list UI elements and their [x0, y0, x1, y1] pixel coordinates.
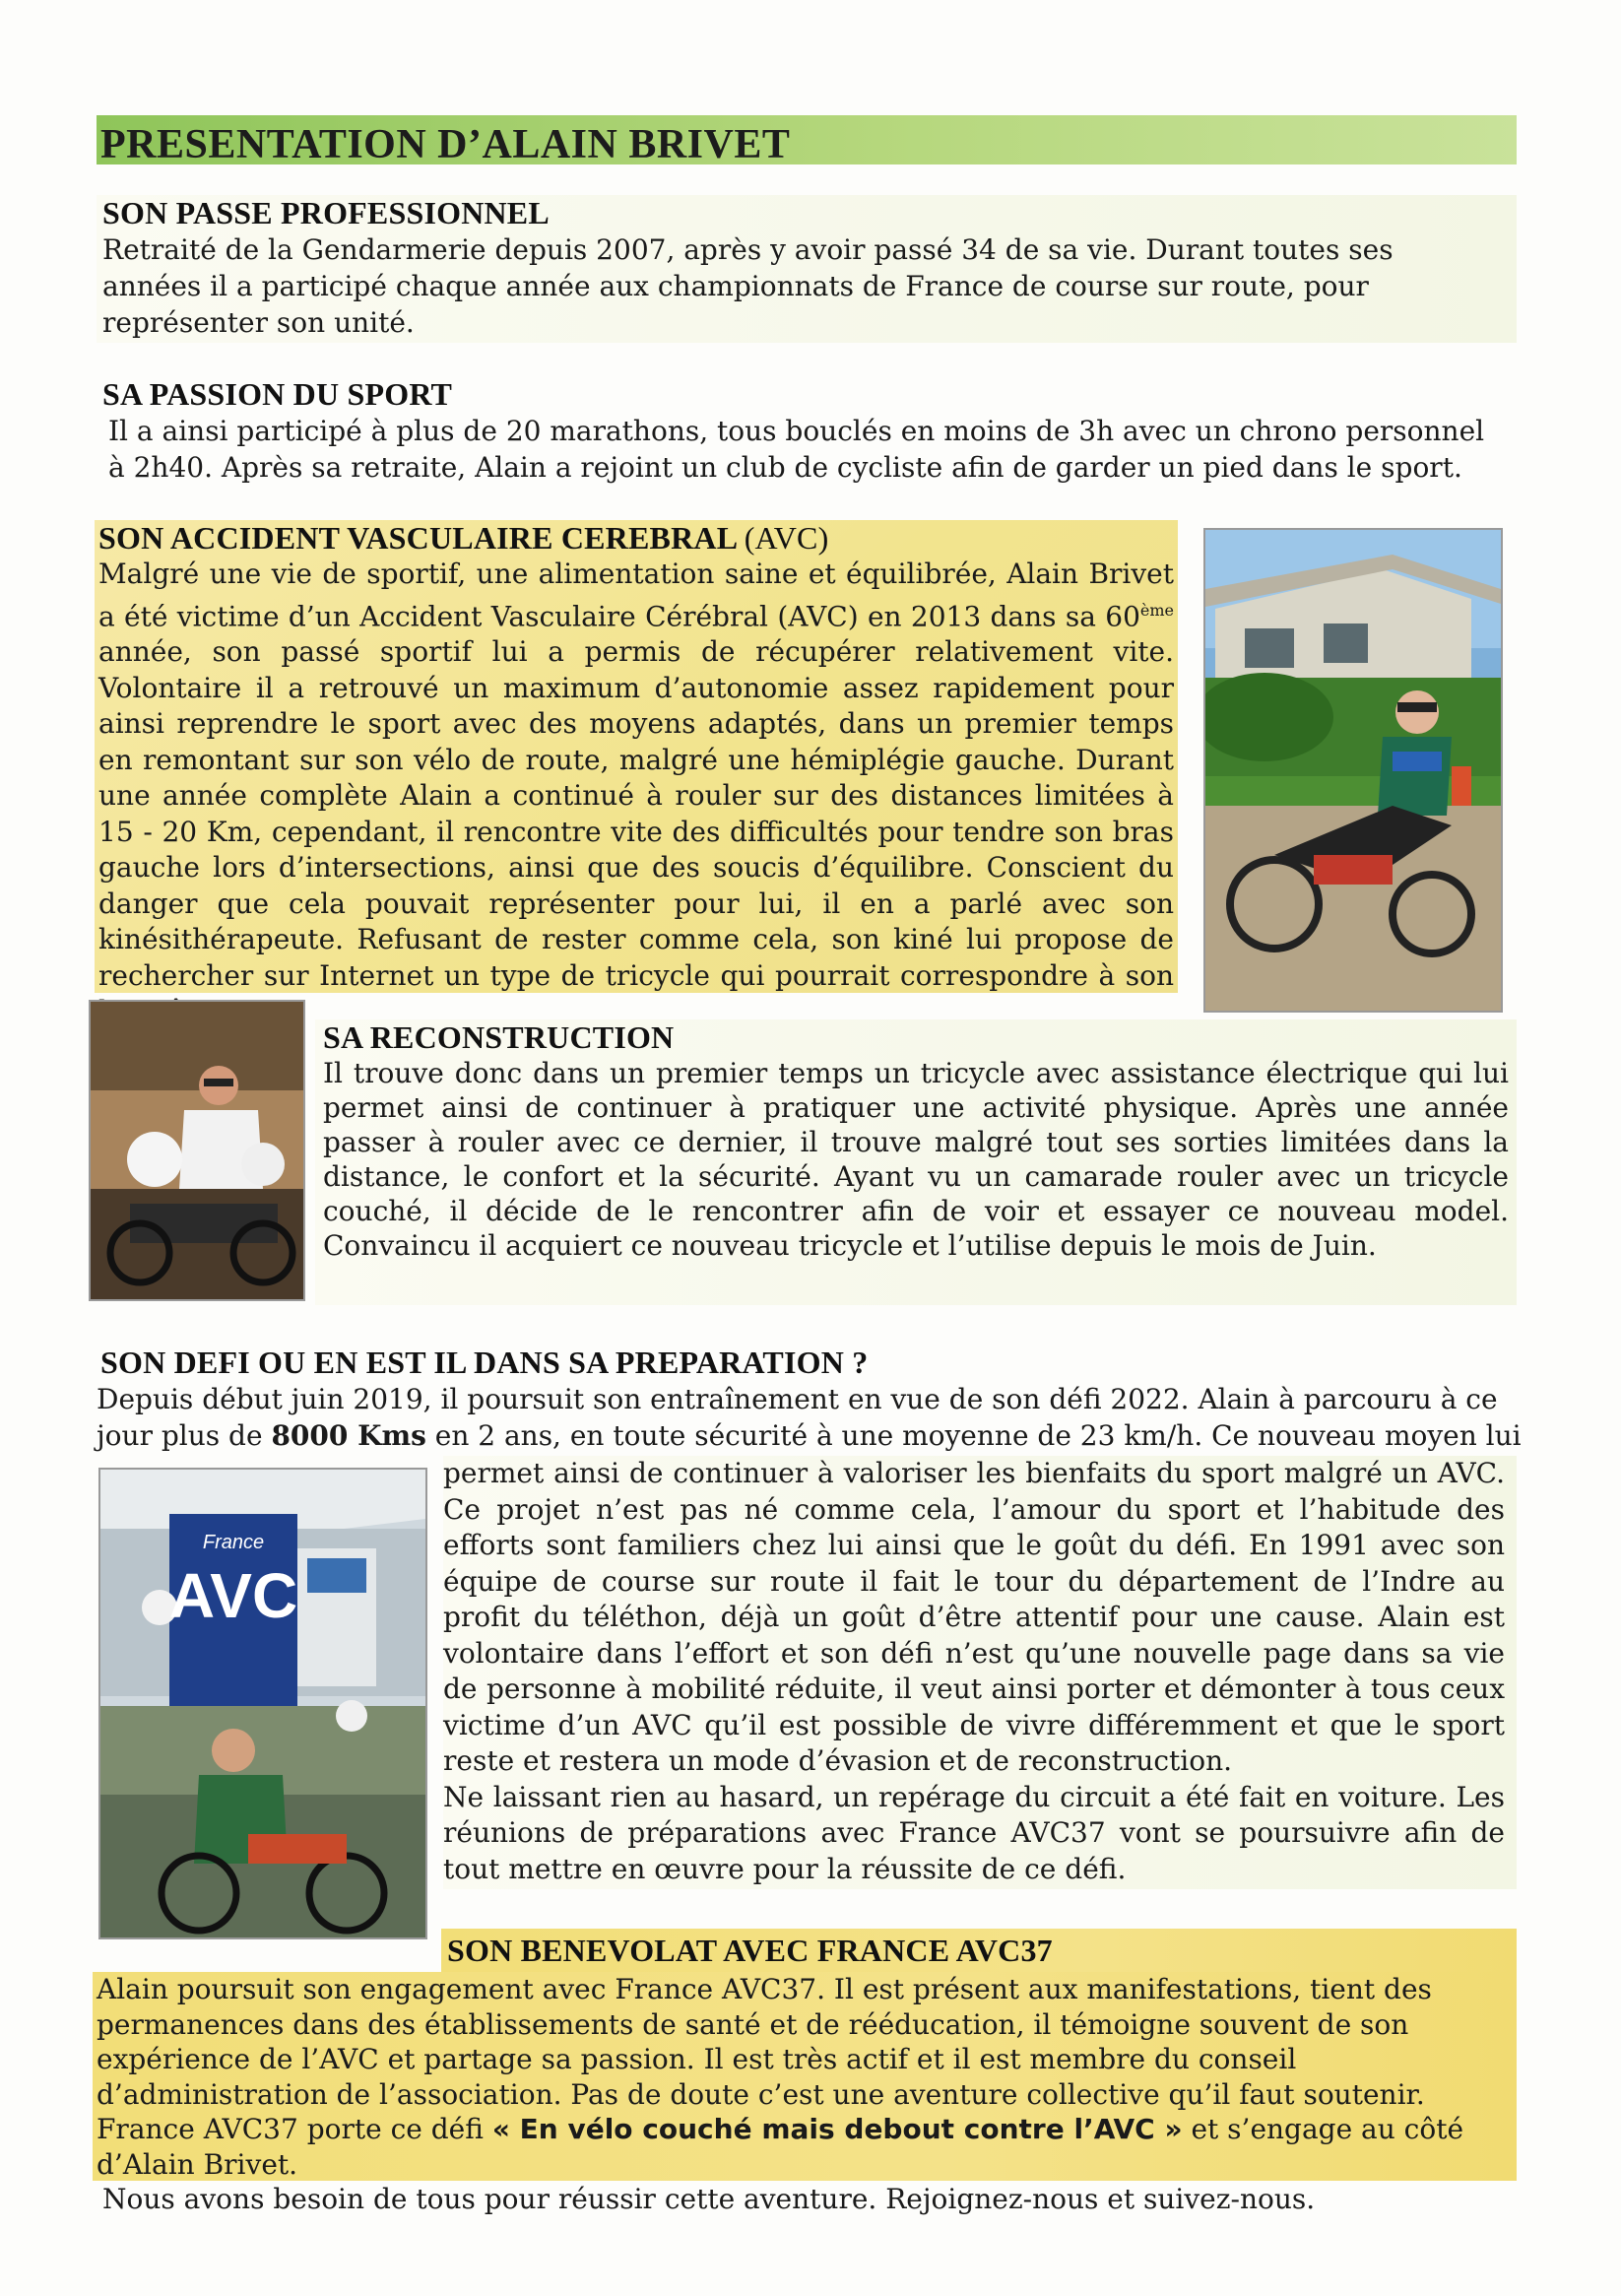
- tricycle-balloons-image: [91, 1002, 303, 1299]
- text-defi-para1: permet ainsi de continuer à valoriser les bienfaits du sport malgré un AVC. Ce projet n’est pas né comme cela, l’amour du sport et l’habitude des efforts sont familiers chez lui ainsi que le goût du défi. En 1991 avec son équipe de course sur route il fait le tour du département de l’Indre au profit du téléthon, déjà un goût d’être attentif pour une cause. Alain est volontaire dans l’effort et son défi n’est qu’une nouvelle page dans sa vie de personne à mobilité réduite, il veut ainsi porter et démonter à tous ceux victime d’un AVC qu’il est possible de vivre différemment et que le sport reste et restera un mode d’évasion et de reconstruction.: [443, 1457, 1505, 1777]
- text-benevolat-a: Alain poursuit son engagement avec France AVC37. Il est présent aux manifestations, tient des permanences dans des établissements de santé et de rééducation, il témoigne souvent de son expérience de l’AVC et partage sa passion. Il est très actif et il est membre du conseil d’administration de l’association. Pas de doute c’est une aventure collective qu’il faut soutenir. France AVC37 porte ce défi: [97, 1973, 1432, 2145]
- text-defi-line2: [95, 1417, 1522, 1454]
- section-defi-intro: [95, 1345, 1522, 1454]
- text-defi-line2-a: jour plus de: [97, 1419, 272, 1452]
- text-passion: Il a ainsi participé à plus de 20 marathons, tous bouclés en moins de 3h avec un chrono personnel à 2h40. Après sa retraite, Alain a rejoint un club de cycliste afin de garder un pied dans le sport.: [108, 415, 1485, 484]
- text-avc: [95, 557, 1178, 1030]
- title-bar: [97, 115, 1517, 167]
- section-avc: [95, 520, 1178, 993]
- text-benevolat-b: et s’engage au côté d’Alain Brivet.: [97, 2113, 1464, 2181]
- heading-avc-suffix: (AVC): [744, 520, 829, 556]
- heading-passe: SON PASSE PROFESSIONNEL: [102, 195, 550, 230]
- stand-banner-main: AVC: [168, 1560, 298, 1631]
- section-benevolat-heading-bar: [441, 1929, 1517, 1972]
- text-avc-a: Malgré une vie de sportif, une alimentation saine et équilibrée, Alain Brivet a été victime d’un Accident Vasculaire Cérébral (AVC) en 2013 dans sa 60: [98, 558, 1174, 632]
- heading-reconstruction: SA RECONSTRUCTION: [323, 1019, 675, 1055]
- text-defi-para2: Ne laissant rien au hasard, un repérage du circuit a été fait en voiture. Les réunions de préparations avec France AVC37 vont se poursuivre afin de tout mettre en œuvre pour la réussite de ce défi.: [443, 1780, 1505, 1885]
- tricycle-garden-image: [1205, 530, 1501, 1011]
- heading-passion: SA PASSION DU SPORT: [102, 376, 453, 412]
- heading-benevolat: SON BENEVOLAT AVEC FRANCE AVC37: [447, 1933, 1053, 1968]
- heading-defi: SON DEFI OU EN EST IL DANS SA PREPARATION ?: [100, 1345, 869, 1380]
- text-defi-km: 8000 Kms: [271, 1419, 426, 1452]
- text-passe: Retraité de la Gendarmerie depuis 2007, après y avoir passé 34 de sa vie. Durant toutes ses années il a participé chaque année aux championnats de France de course sur route, pour représenter son unité.: [102, 233, 1394, 339]
- stand-banner-top: France: [202, 1532, 265, 1553]
- text-benevolat-last: Nous avons besoin de tous pour réussir cette aventure. Rejoignez-nous et suivez-nous.: [102, 2183, 1316, 2215]
- text-avc-sup: ème: [1139, 600, 1174, 620]
- photo-tricycle-garden: [1203, 528, 1503, 1013]
- section-reconstruction: [315, 1019, 1517, 1305]
- stand-image: [100, 1470, 425, 1937]
- photo-stand-france-avc: [98, 1468, 427, 1939]
- text-avc-b: année, son passé sportif lui a permis de récupérer relativement vite. Volontaire il a retrouvé un maximum d’autonomie assez rapidement pour ainsi reprendre le sport avec des moyens adaptés, dans un premier temps en remontant sur son vélo de route, malgré une hémiplégie gauche. Durant une année complète Alain a continué à rouler sur des distances limitées à 15 - 20 Km, cependant, il rencontre vite des difficultés pour tendre son bras gauche lors d’intersections, ainsi que des soucis d’équilibre. Conscient du danger que cela pouvait représenter pour lui, il en a parlé avec son kinésithérapeute. Refusant de rester comme cela, son kiné lui propose de rechercher sur Internet un type de tricycle qui pourrait correspondre à son: [98, 635, 1174, 992]
- heading-avc: [95, 520, 1178, 557]
- text-benevolat: [93, 1972, 1517, 2182]
- section-passe: [97, 195, 1517, 343]
- text-defi-line1: Depuis début juin 2019, il poursuit son entraînement en vue de son défi 2022. Alain à parcouru à ce: [97, 1383, 1498, 1415]
- section-defi-body: [443, 1456, 1517, 1889]
- section-passion: [97, 376, 1517, 494]
- photo-tricycle-balloons: [89, 1000, 305, 1301]
- text-benevolat-slogan: « En vélo couché mais debout contre l’AVC »: [491, 2113, 1183, 2145]
- page-title: PRESENTATION D’ALAIN BRIVET: [100, 122, 791, 167]
- text-defi-line2-b: en 2 ans, en toute sécurité à une moyenne de 23 km/h. Ce nouveau moyen lui: [425, 1419, 1522, 1452]
- text-reconstruction: Il trouve donc dans un premier temps un tricycle avec assistance électrique qui lui permet ainsi de continuer à pratiquer une activité physique. Après une année passer à rouler avec ce dernier, il trouve malgré tout ses sorties limitées dans la distance, le confort et la sécurité. Ayant vu un camarade rouler avec un tricycle couché, il décide de le rencontrer afin de voir et essayer ce nouveau model. Convaincu il acquiert ce nouveau tricycle et l’utilise depuis le mois de Juin.: [323, 1057, 1509, 1262]
- section-benevolat: [93, 1972, 1517, 2215]
- heading-avc-main: SON ACCIDENT VASCULAIRE CEREBRAL: [98, 520, 737, 556]
